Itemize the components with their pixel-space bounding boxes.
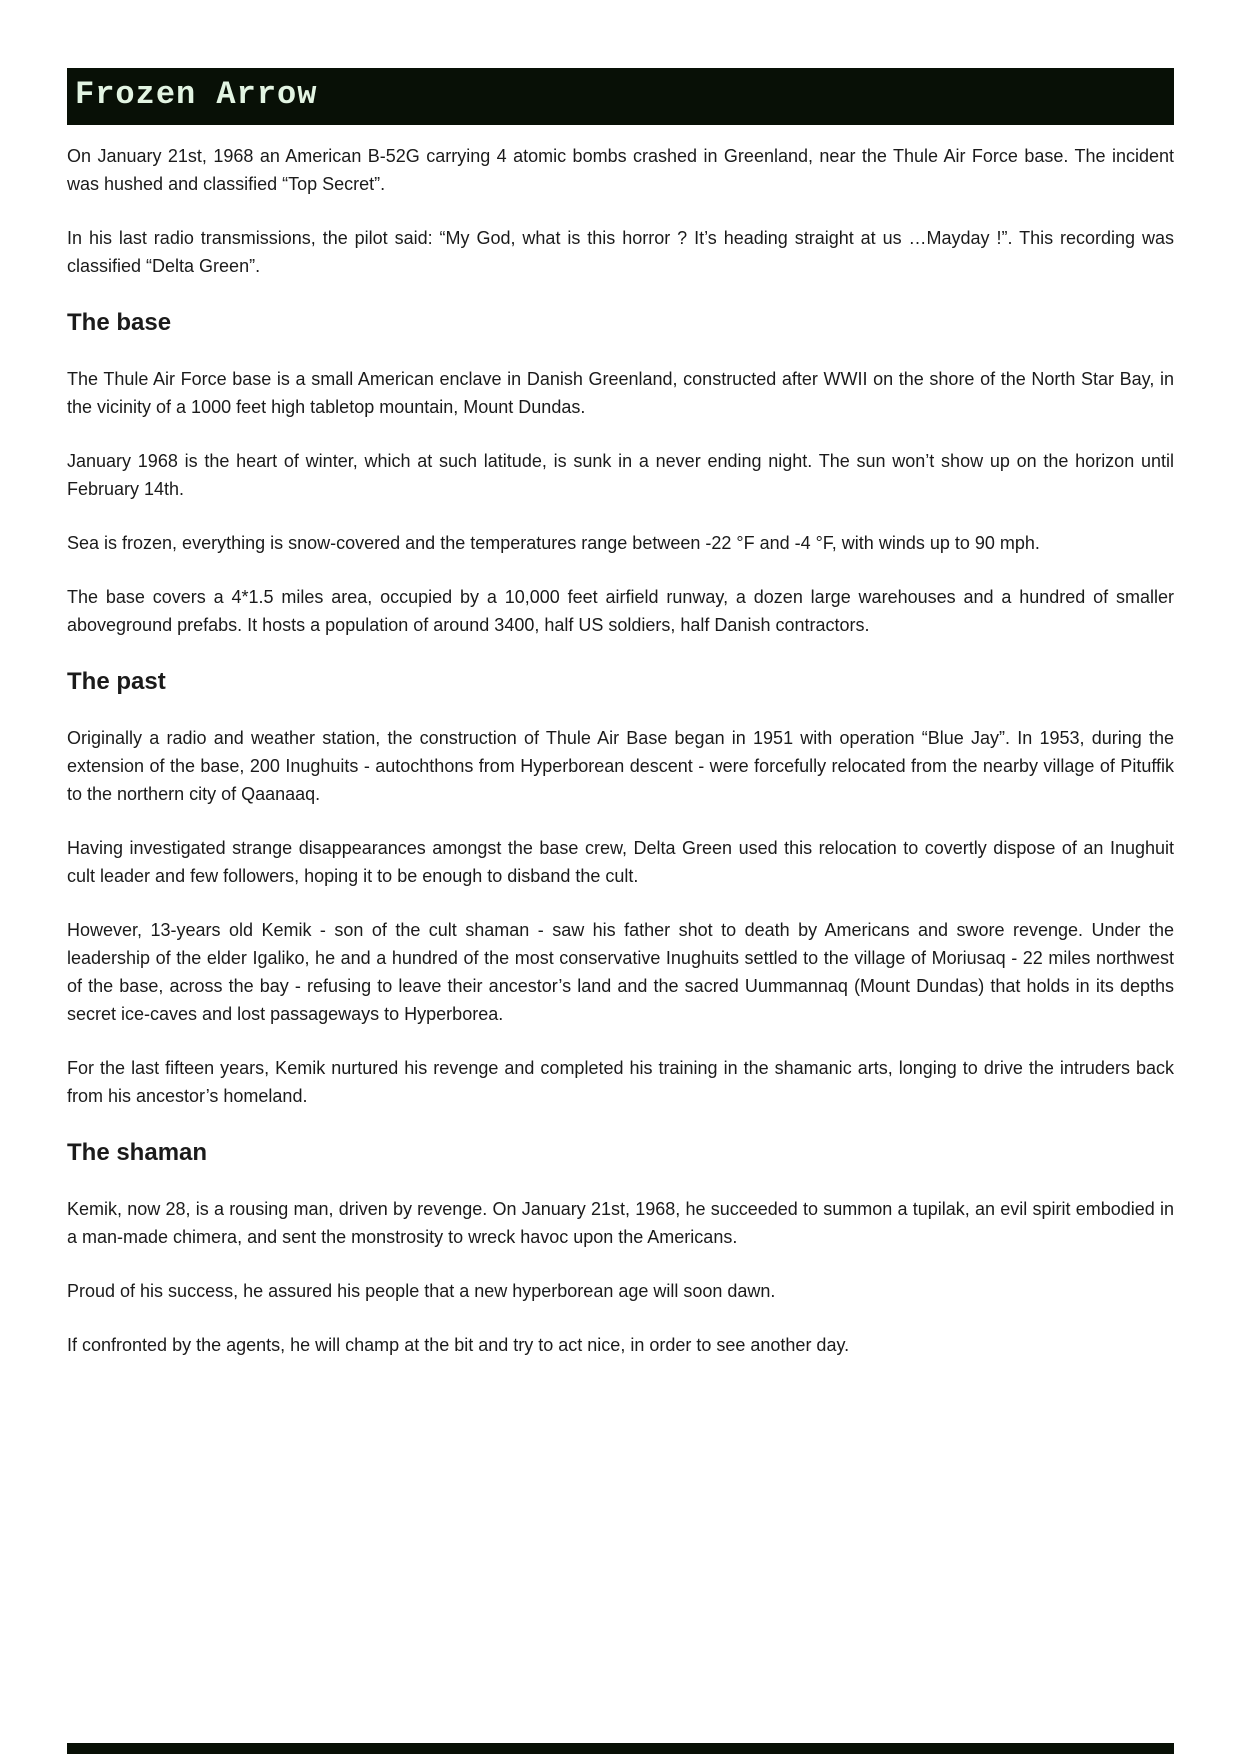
next-section-bar-cutoff	[67, 1743, 1174, 1754]
document-content	[67, 142, 1174, 1359]
document-inner	[67, 68, 1174, 1359]
document-title: Frozen Arrow	[75, 76, 318, 113]
paragraph-past-revenge: For the last fifteen years, Kemik nurtured his revenge and completed his training in the shamanic arts, longing to drive the intruders back from his ancestor’s homeland.	[67, 1058, 1174, 1106]
paragraph-intro-crash: On January 21st, 1968 an American B-52G carrying 4 atomic bombs crashed in Greenland, near the Thule Air Force base. The incident was hushed and classified “Top Secret”.	[67, 146, 1174, 194]
paragraph-shaman-tupilak: Kemik, now 28, is a rousing man, driven by revenge. On January 21st, 1968, he succeeded to summon a tupilak, an evil spirit embodied in a man-made chimera, and sent the monstrosity to wreck havoc upon the Americans.	[67, 1199, 1174, 1247]
section-heading-the-base: The base	[67, 309, 172, 336]
paragraph-past-kemik: However, 13-years old Kemik - son of the cult shaman - saw his father shot to death by Americans and swore revenge. Under the leadership of the elder Igaliko, he and a hundred of the most conservative Inughuits settled to the village of Moriusaq - 22 miles northwest of the base, across the bay - refusing to leave their ancestor’s land and the sacred Uummannaq (Mount Dundas) that holds in its depths secret ice-caves and lost passageways to Hyperborea.	[67, 920, 1174, 1024]
paragraph-base-frozen-sea: Sea is frozen, everything is snow-covered and the temperatures range between -22 °F and -4 °F, with winds up to 90 mph.	[67, 533, 1040, 553]
section-heading-the-past: The past	[67, 668, 166, 695]
paragraph-base-area: The base covers a 4*1.5 miles area, occupied by a 10,000 feet airfield runway, a dozen large warehouses and a hundred of smaller aboveground prefabs. It hosts a population of around 3400, half US soldiers, half Danish contractors.	[67, 587, 1174, 635]
paragraph-intro-radio: In his last radio transmissions, the pilot said: “My God, what is this horror ? It’s heading straight at us …Mayday !”. This recording was classified “Delta Green”.	[67, 228, 1174, 276]
paragraph-base-enclave: The Thule Air Force base is a small American enclave in Danish Greenland, constructed after WWII on the shore of the North Star Bay, in the vicinity of a 1000 feet high tabletop mountain, Mount Dundas.	[67, 369, 1174, 417]
document-title-bar	[67, 68, 1174, 125]
paragraph-base-winter: January 1968 is the heart of winter, which at such latitude, is sunk in a never ending night. The sun won’t show up on the horizon until February 14th.	[67, 451, 1174, 499]
paragraph-shaman-confronted: If confronted by the agents, he will champ at the bit and try to act nice, in order to see another day.	[67, 1335, 850, 1355]
paragraph-past-construction: Originally a radio and weather station, the construction of Thule Air Base began in 1951 with operation “Blue Jay”. In 1953, during the extension of the base, 200 Inughuits - autochthons from Hyperborean descent - were forcefully relocated from the nearby village of Pituffik to the northern city of Qaanaaq.	[67, 728, 1174, 804]
section-heading-the-shaman: The shaman	[67, 1139, 208, 1166]
paragraph-shaman-proud: Proud of his success, he assured his people that a new hyperborean age will soon dawn.	[67, 1281, 776, 1301]
paragraph-past-delta-green: Having investigated strange disappearances amongst the base crew, Delta Green used this relocation to covertly dispose of an Inughuit cult leader and few followers, hoping it to be enough to disband the cult.	[67, 838, 1174, 886]
